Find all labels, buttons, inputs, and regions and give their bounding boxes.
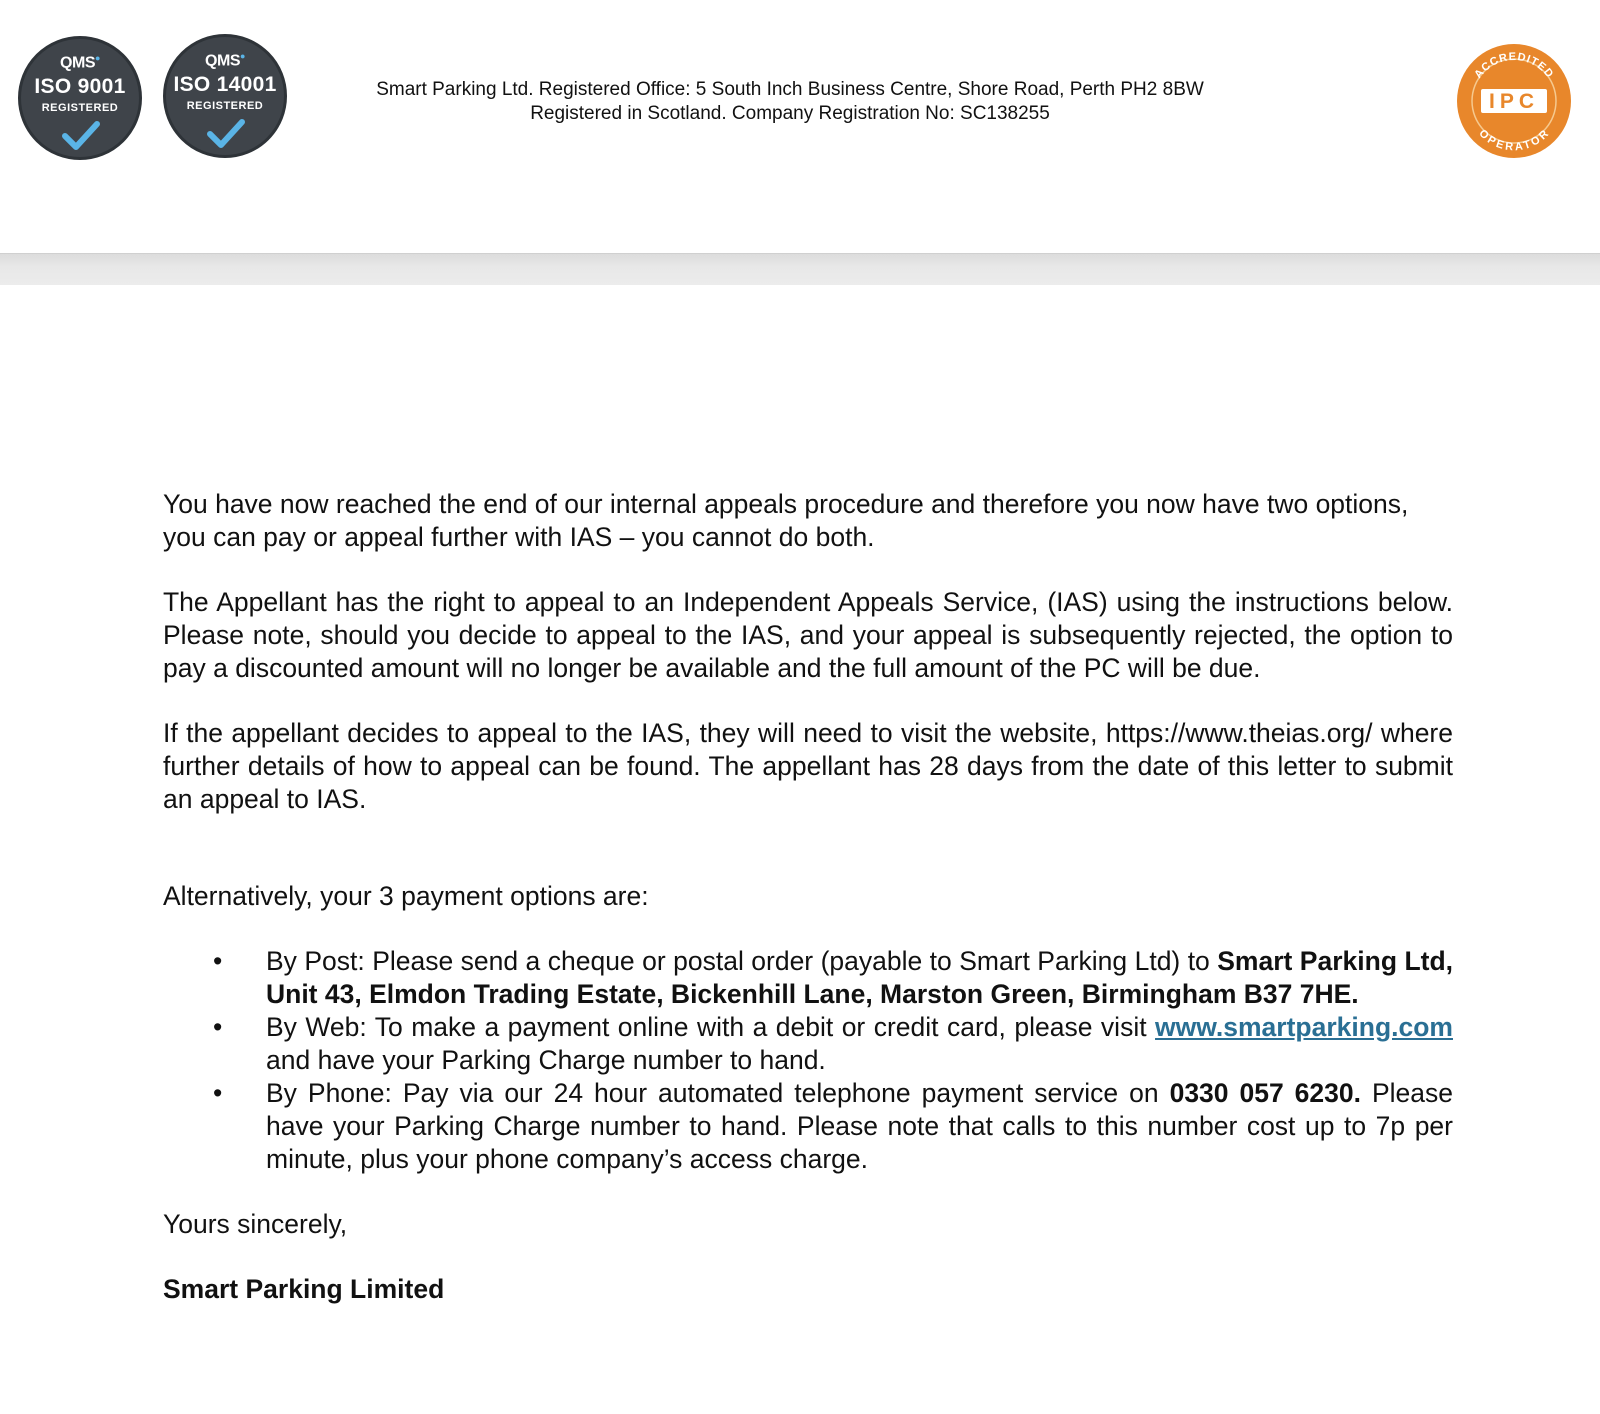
phone-option-after: Please have your Parking Charge number to hand. Please note that calls to this number cost up to 7p per minute, plus your phone company’s access charge. [266, 1078, 1453, 1174]
registered-label: REGISTERED [41, 102, 119, 114]
phone-option-text: By Phone: Pay via our 24 hour automated telephone payment service on [266, 1078, 1170, 1108]
ipc-center-text: IPC [1488, 90, 1540, 113]
smartparking-link[interactable]: www.smartparking.com [1155, 1012, 1453, 1042]
bullet-icon: • [213, 946, 223, 976]
phone-number: 0330 057 6230. [1169, 1078, 1361, 1108]
web-option-after: and have your Parking Charge number to hand. [266, 1045, 826, 1075]
paragraph-end-of-appeals: You have now reached the end of our internal appeals procedure and therefore you now have two options, you can pay or appeal further with IAS – you cannot do both. [163, 489, 1409, 552]
bullet-icon: • [213, 1012, 223, 1042]
bullet-icon: • [213, 1078, 223, 1108]
checkmark-icon [61, 119, 101, 153]
registered-office-line: Smart Parking Ltd. Registered Office: 5 South Inch Business Centre, Shore Road, Perth PH2 8BW [376, 79, 1204, 100]
checkmark-icon [206, 117, 246, 151]
qms-logo-text: QMS● [205, 51, 245, 70]
iso-standard-label: ISO 9001 [34, 75, 126, 98]
iso-9001-badge [18, 36, 142, 160]
post-option-text: By Post: Please send a cheque or postal order (payable to Smart Parking Ltd) to [266, 946, 1218, 976]
payment-options-list [163, 945, 1453, 1176]
letter-body [163, 488, 1453, 1306]
web-option-text: By Web: To make a payment online with a debit or credit card, please visit [266, 1012, 1156, 1042]
ipc-accredited-operator-logo [1455, 42, 1573, 160]
list-item [163, 1011, 1453, 1077]
paragraph-right-to-appeal: The Appellant has the right to appeal to an Independent Appeals Service, (IAS) using the instructions below. Please note, should you decide to appeal to the IAS, and your appeal is subsequently rejected, the option to pay a discounted amount will no longer be available and the full amount of the PC will be due. [163, 587, 1453, 683]
ipc-bottom-text: OPERATOR [1476, 127, 1552, 154]
list-item [163, 1077, 1453, 1176]
iso-standard-label: ISO 14001 [173, 73, 277, 96]
registered-label: REGISTERED [186, 100, 264, 112]
company-number-line: Registered in Scotland. Company Registration No: SC138255 [530, 103, 1050, 124]
company-registration-header [300, 78, 1280, 126]
signature-company: Smart Parking Limited [163, 1274, 445, 1304]
qms-logo-text: QMS● [60, 53, 100, 72]
paragraph-ias-website: If the appellant decides to appeal to the IAS, they will need to visit the website, https://www.theias.org/ where further details of how to appeal can be found. The appellant has 28 days from the date of this letter to submit an appeal to IAS. [163, 718, 1453, 814]
list-item [163, 945, 1453, 1011]
ipc-top-text: ACCREDITED [1472, 50, 1556, 81]
page-separator [0, 253, 1600, 287]
iso-14001-badge [163, 34, 287, 158]
closing-salutation: Yours sincerely, [163, 1209, 348, 1239]
post-address: Smart Parking Ltd, Unit 43, Elmdon Trading Estate, Bickenhill Lane, Marston Green, Birmingham B37 7HE. [266, 946, 1454, 1009]
paragraph-payment-options-intro: Alternatively, your 3 payment options are: [163, 881, 649, 911]
